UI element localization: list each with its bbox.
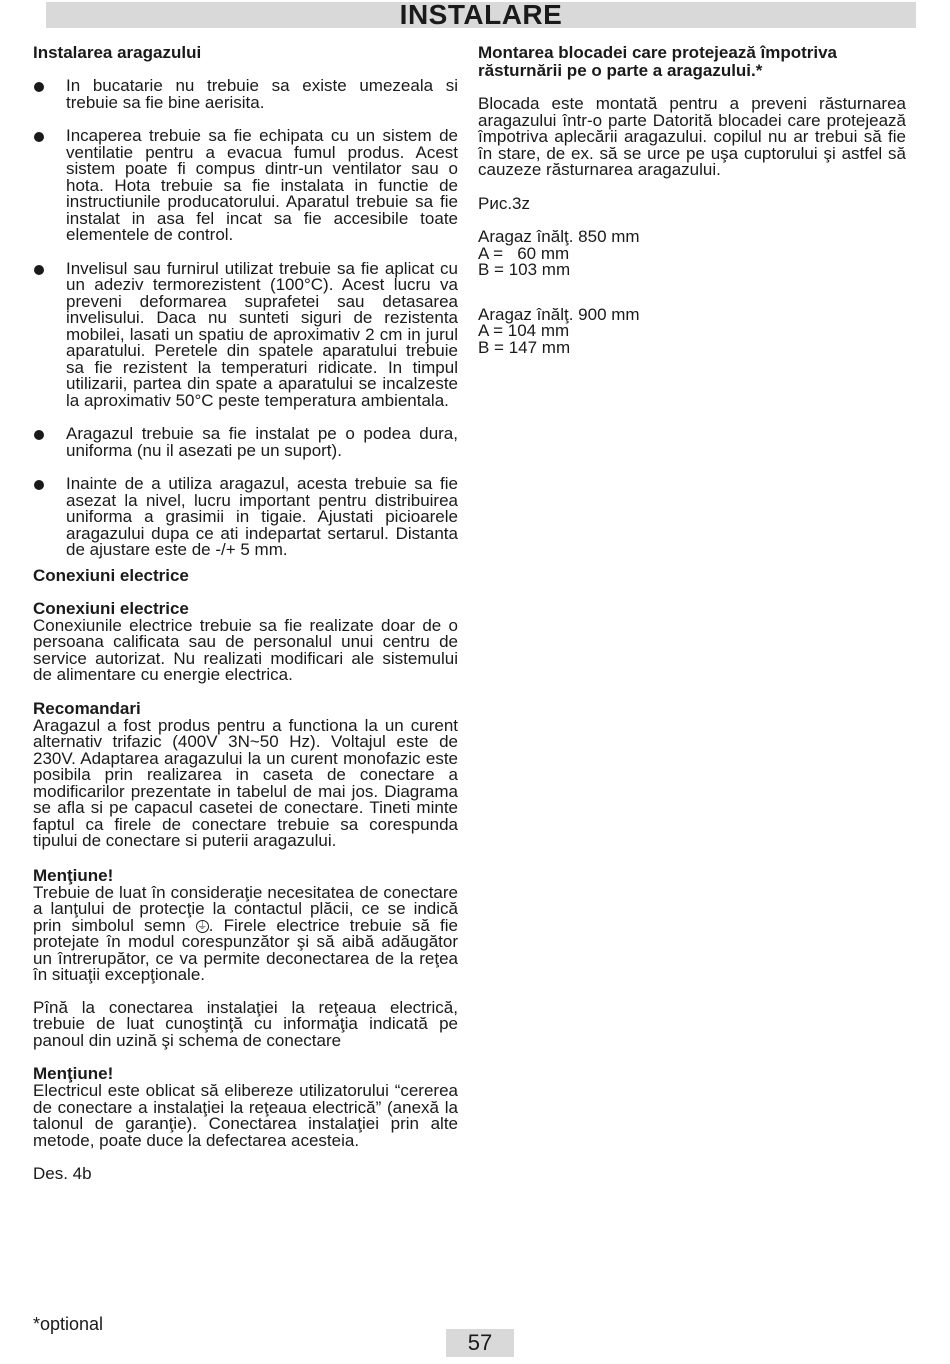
spec-block-850 — [478, 229, 906, 279]
spec-b-value: B = 103 mm — [478, 260, 571, 279]
bullet-item — [33, 476, 458, 559]
figure-reference: Des. 4b — [33, 1164, 92, 1183]
spec-block-900 — [478, 304, 906, 357]
mention-text-part: Trebuie de luat în consideraţie necesitatea de conectare a lanţului de protecţie la contactul plăcii, ce se indică prin simbolul semn — [33, 882, 458, 935]
bullet-item — [33, 258, 458, 410]
spec-title: Aragaz înălţ. 900 mm — [478, 304, 640, 324]
installation-bullets — [33, 78, 458, 559]
header-bar — [46, 2, 916, 28]
mention-title: Menţiune! — [33, 1064, 114, 1083]
spec-a-value: A = 104 mm — [478, 321, 570, 340]
mention-text-part: . Firele electrice trebuie să fie protejate în modul corespunzător şi să aibă adăugător un întrerupător, ce va permite deconectarea de la reţea în situaţii excepţionale. — [33, 915, 458, 984]
section-title-anti-tip: Montarea blocadei care protejează împotriva răsturnării pe o parte a aragazului.* — [478, 43, 838, 80]
bullet-dot-icon — [34, 480, 44, 490]
bullet-dot-icon — [34, 430, 44, 440]
bullet-dot-icon — [34, 132, 44, 142]
subsection-title-recommendations: Recomandari — [33, 698, 141, 718]
section-title-electrical: Conexiuni electrice — [33, 565, 189, 585]
bullet-item — [33, 426, 458, 459]
bullet-dot-icon — [34, 265, 44, 275]
bullet-text: Aragazul trebuie sa fie instalat pe o podea dura, uniforma (nu il asezati pe un suport). — [66, 424, 458, 460]
footnote: *optional — [33, 1314, 104, 1334]
bullet-text: Incaperea trebuie sa fie echipata cu un sistem de ventilatie pentru a evacua fumul produs. Acest sistem poate fi compus dintr-un ventilator sau o hota. Hota trebuie sa fie instalata in functie de instructiunile producatorului. Aparatul trebuie sa fie instalat in asa fel incat sa fie accesibile toate elementele de control. — [66, 126, 458, 244]
mention-title: Menţiune! — [33, 865, 114, 885]
bullet-item — [33, 128, 458, 244]
bullet-text: In bucatarie nu trebuie sa existe umezeala si trebuie sa fie bine aerisita. — [66, 76, 458, 112]
anti-tip-paragraph: Blocada este montată pentru a preveni răsturnarea aragazului într-o parte Datorită blocadei care protejează împotriva aplecării aragazului. copilul nu ar trebui să fie în stare, de ex. să se urce pe uşa cuptorului şi astfel să cauzeze răsturnarea aragazului. — [478, 94, 906, 179]
bullet-text: Invelisul sau furnirul utilizat trebuie sa fie aplicat cu un adeziv termorezistent (100°C). Acest lucru va preveni deformarea suprafetei sau detasarea invelisului. Daca nu sunteti siguri de rezistenta mobilei, lasati un spatiu de aproximativ 2 cm in jurul aparatului. Peretele din spatele aparatului trebuie sa fie rezistent la temperaturi ridicate. In timpul utilizarii, partea din spate a aparatului se incalzeste la aproximativ 50°C peste temperatura ambientala. — [66, 258, 458, 410]
bullet-dot-icon — [34, 82, 44, 92]
spec-b-value: B = 147 mm — [478, 337, 571, 357]
figure-reference: Рис.3z — [478, 193, 531, 213]
page-title: INSTALARE — [399, 0, 563, 30]
connection-paragraph: Pînă la conectarea instalaţiei la reţeaua electrică, trebuie de luat cunoştinţă cu informaţia indicată pe panoul din uzină şi schema de conectare — [33, 997, 458, 1050]
recommendations-paragraph: Aragazul a fost produs pentru a functiona la un curent alternativ trifazic (400V 3N~50 Hz). Voltajul este de 230V. Adaptarea aragazului la un curent monofazic este posibila prin realizarea in caseta de conectare a modificarilor prezentate in tabelul de mai jos. Diagrama se afla si pe capacul casetei de conectare. Tineti minte faptul ca firele de conectare trebuie sa corespunda tipului de conectare si puterii aragazului. — [33, 715, 458, 850]
mention-paragraph — [33, 882, 458, 984]
left-column — [33, 44, 458, 1183]
subsection-title-electrical: Conexiuni electrice — [33, 598, 189, 618]
spec-title: Aragaz înălţ. 850 mm — [478, 227, 640, 246]
section-title-installation: Instalarea aragazului — [33, 43, 202, 62]
electrical-paragraph: Conexiunile electrice trebuie sa fie realizate doar de o persoana calificata sau de personalul unui centru de service autorizat. Nu realizati modificari ale sistemului de alimentare cu energie electrica. — [33, 615, 458, 684]
spec-a-value: A = 60 mm — [478, 243, 570, 263]
mention-paragraph: Electricul este oblicat să elibereze utilizatorului “cererea de conectare a instalaţiei la reţeaua electrică” (anexă la talonul de garanţie). Conectarea instalaţiei prin alte metode, poate duce la defectarea acesteia. — [33, 1081, 458, 1150]
bullet-item — [33, 78, 458, 111]
bullet-text: Inainte de a utiliza aragazul, acesta trebuie sa fie asezat la nivel, lucru important pentru distribuirea uniforma a grasimii in tigaie. Ajustati picioarele aragazului dupa ce ati indepartat sertarul. Distanta de ajustare este de -/+ 5 mm. — [66, 474, 458, 559]
right-column — [478, 44, 906, 356]
earth-ground-icon: ⏚ — [197, 920, 208, 932]
page-number: 57 — [446, 1329, 514, 1357]
